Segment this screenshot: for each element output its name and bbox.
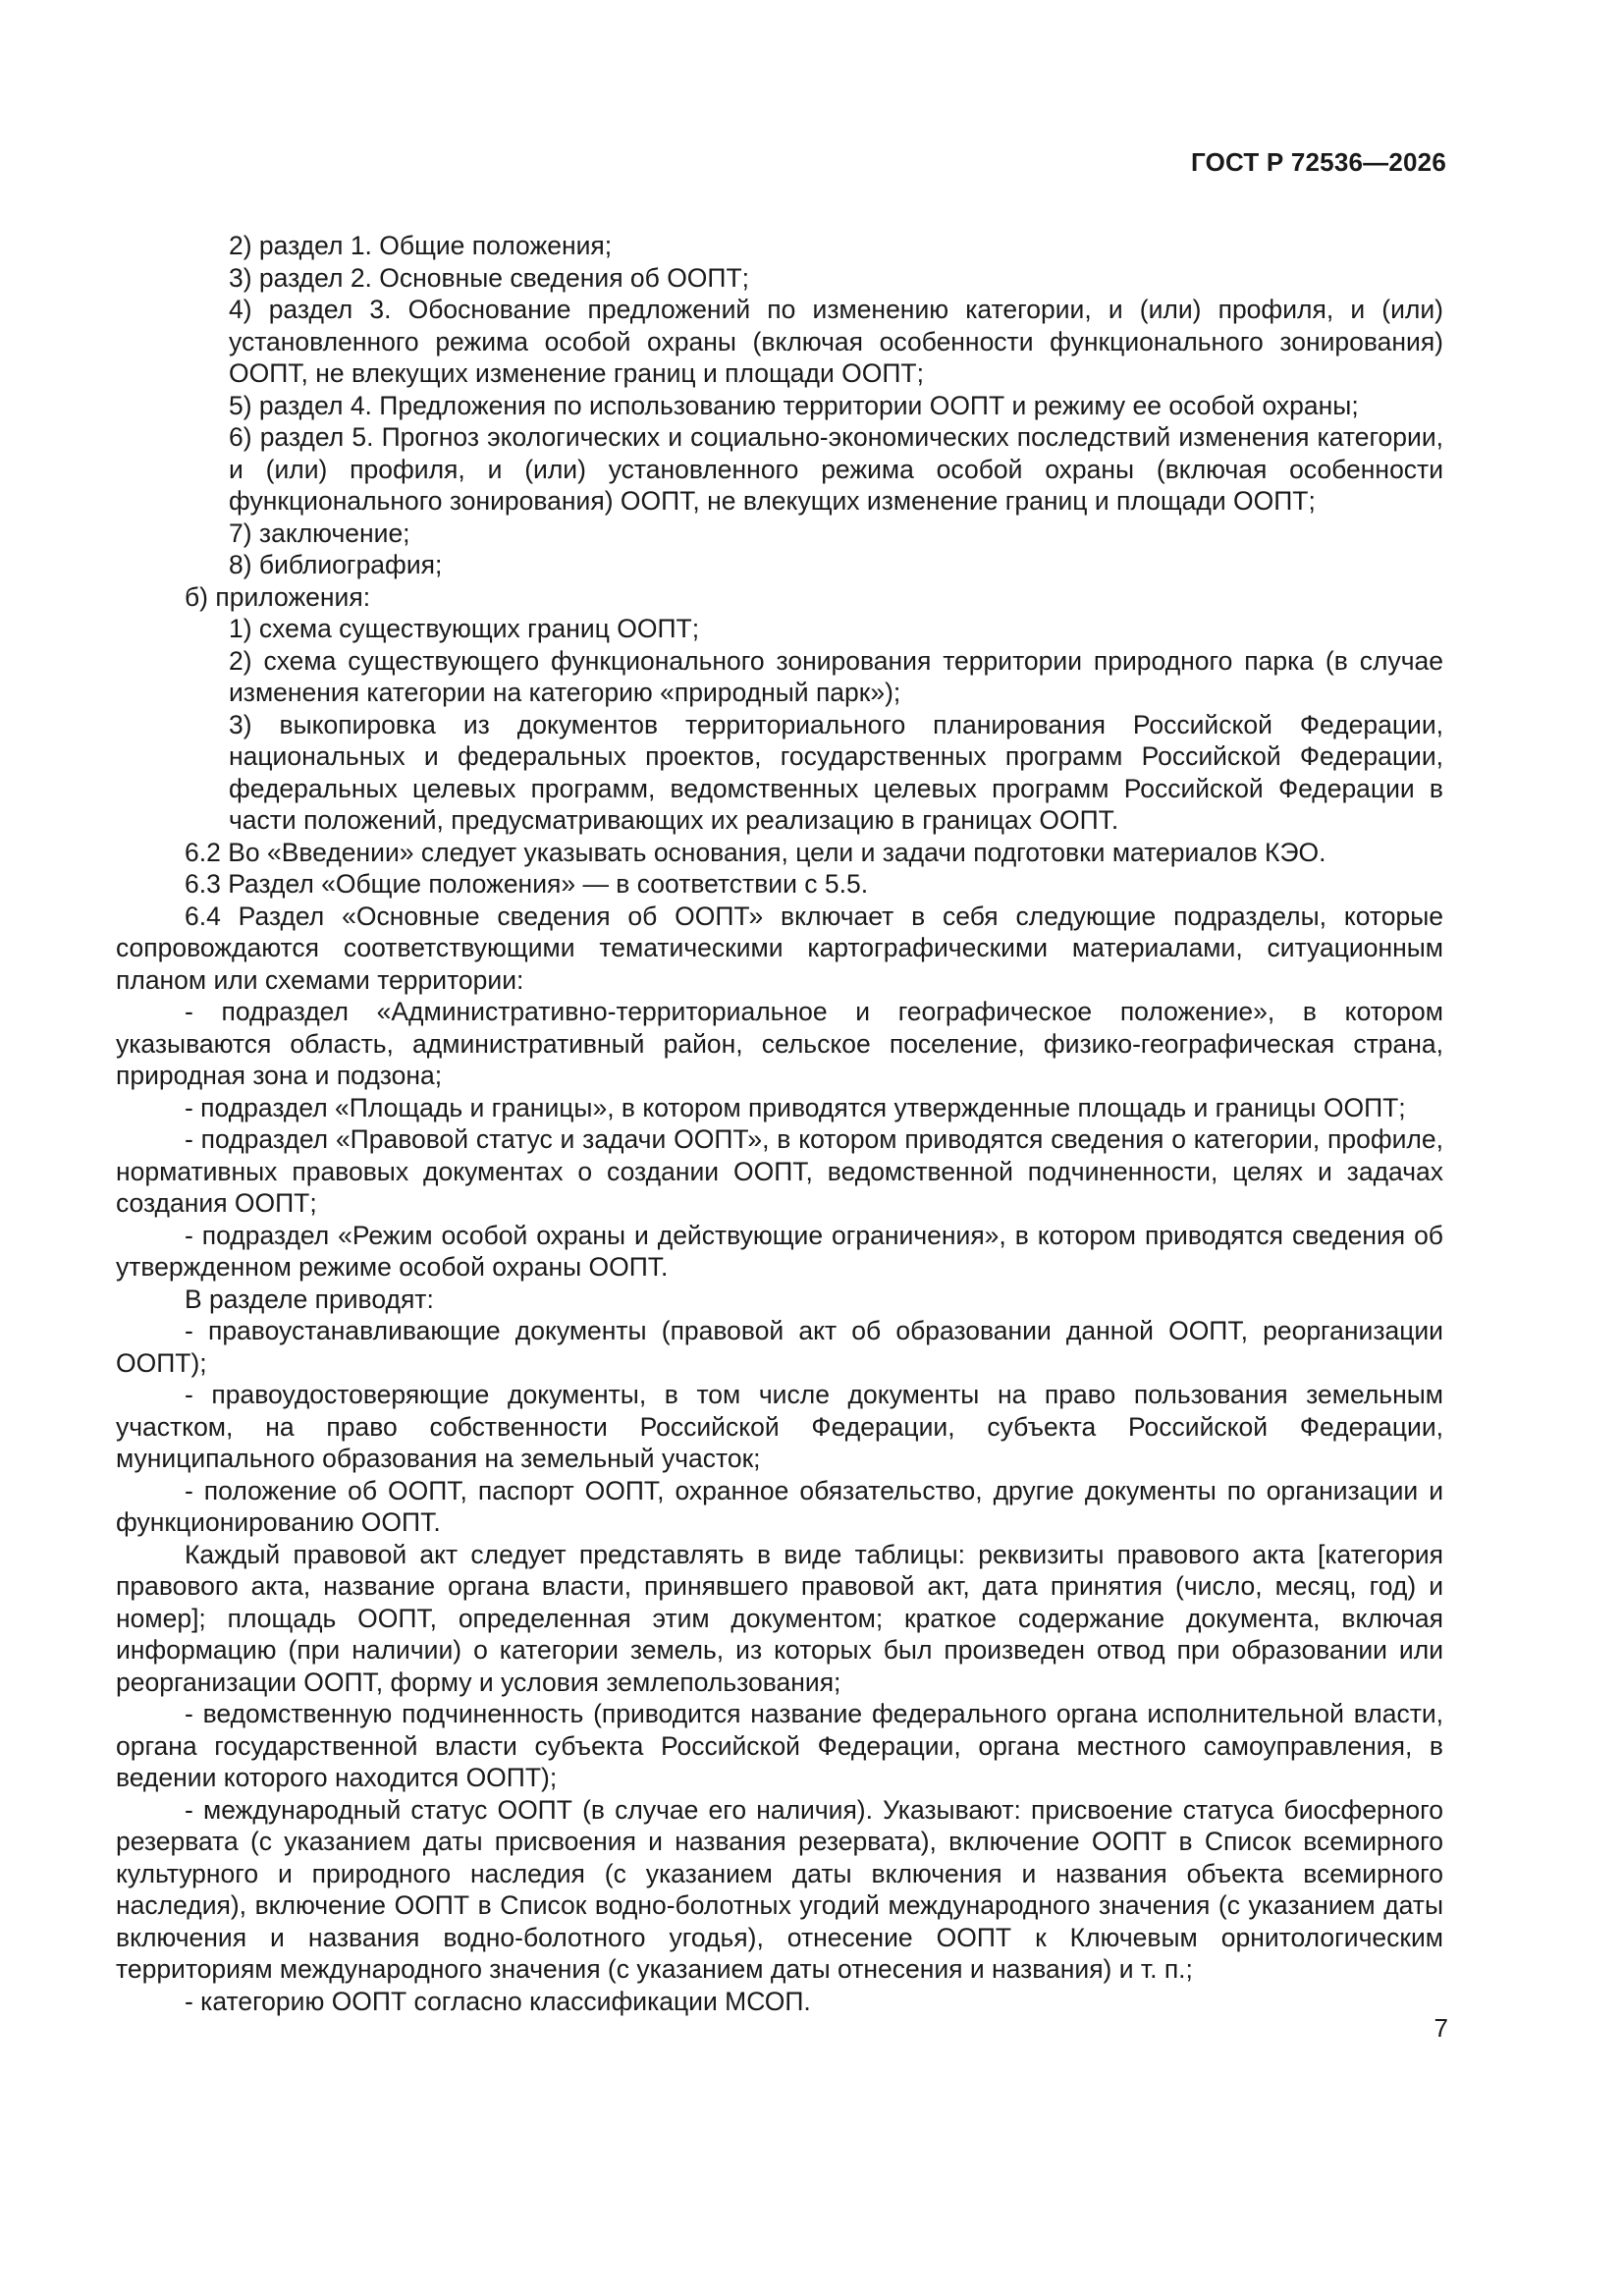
page-number: 7 bbox=[1434, 2013, 1448, 2043]
paragraph: 6.4 Раздел «Основные сведения об ООПТ» включает в себя следующие подразделы, которые сопровождаются соответствующими тематическими картографическими материалами, ситуационным планом или схемами территории: bbox=[116, 901, 1443, 995]
paragraph: - подраздел «Административно-территориальное и географическое положение», в котором указываются область, административный район, сельское поселение, физико-географическая страна, природная зона и подзона; bbox=[116, 997, 1443, 1090]
paragraph: - подраздел «Режим особой охраны и действующие ограничения», в котором приводятся сведения об утвержденном режиме особой охраны ООПТ. bbox=[116, 1220, 1443, 1282]
paragraph: - международный статус ООПТ (в случае его наличия). Указывают: присвоение статуса биосферного резервата (с указанием даты присвоения и названия резервата), включение ООПТ в Список всемирного культурного и природного наследия (с указанием даты включения и названия объекта всемирного наследия), включение ООПТ в Список водно-болотных угодий международного значения (с указанием даты включения и названия водно-болотного угодья), отнесение ООПТ к Ключевым орнитологическим территориям международного значения (с указанием даты отнесения и названия) и т. п.; bbox=[116, 1794, 1443, 1984]
paragraph: - категорию ООПТ согласно классификации МСОП. bbox=[185, 1986, 811, 2016]
paragraph: - подраздел «Правовой статус и задачи ООПТ», в котором приводятся сведения о категории, профиле, нормативных правовых документах о создании ООПТ, ведомственной подчиненности, целях и задачах создания ООПТ; bbox=[116, 1124, 1443, 1218]
paragraph: 6.3 Раздел «Общие положения» — в соответствии с 5.5. bbox=[185, 869, 869, 899]
paragraph: 6) раздел 5. Прогноз экологических и социально-экономических последствий изменения категории, и (или) профиля, и (или) установленного режима особой охраны (включая особенности функционального зонирования) ООПТ, не влекущих изменение границ и площади ООПТ; bbox=[229, 422, 1443, 516]
paragraph: - правоудостоверяющие документы, в том числе документы на право пользования земельным участком, на право собственности Российской Федерации, субъекта Российской Федерации, муниципального образования на земельный участок; bbox=[116, 1380, 1443, 1473]
paragraph: 4) раздел 3. Обоснование предложений по изменению категории, и (или) профиля, и (или) установленного режима особой охраны (включая особенности функционального зонирования) ООПТ, не влекущих изменение границ и площади ООПТ; bbox=[229, 295, 1443, 388]
paragraph: б) приложения: bbox=[185, 581, 371, 612]
paragraph: 2) раздел 1. Общие положения; bbox=[229, 231, 613, 260]
paragraph: 6.2 Во «Введении» следует указывать основания, цели и задачи подготовки материалов КЭО. bbox=[185, 837, 1326, 867]
paragraph: В разделе приводят: bbox=[185, 1284, 434, 1314]
paragraph: - подраздел «Площадь и границы», в котором приводятся утвержденные площадь и границы ООПТ; bbox=[185, 1092, 1406, 1122]
paragraph: Каждый правовой акт следует представлять в виде таблицы: реквизиты правового акта [категория правового акта, название органа власти, принявшего правовой акт, дата принятия (число, месяц, год) и номер]; площадь ООПТ, определенная этим документом; краткое содержание документа, включая информацию (при наличии) о категории земель, из которых был произведен отвод при образовании или реорганизации ООПТ, форму и условия землепользования; bbox=[116, 1539, 1443, 1697]
paragraph: - правоустанавливающие документы (правовой акт об образовании данной ООПТ, реорганизации ООПТ); bbox=[116, 1316, 1443, 1378]
paragraph: 3) выкопировка из документов территориального планирования Российской Федерации, национальных и федеральных проектов, государственных программ Российской Федерации, федеральных целевых программ, ведомственных целевых программ Российской Федерации в части положений, предусматривающих их реализацию в границах ООПТ. bbox=[229, 709, 1443, 835]
paragraph: - положение об ООПТ, паспорт ООПТ, охранное обязательство, другие документы по организации и функционированию ООПТ. bbox=[116, 1475, 1443, 1537]
document-body bbox=[116, 230, 1443, 2017]
paragraph: 7) заключение; bbox=[229, 518, 410, 548]
paragraph: 5) раздел 4. Предложения по использованию территории ООПТ и режиму ее особой охраны; bbox=[229, 390, 1359, 420]
paragraph: 3) раздел 2. Основные сведения об ООПТ; bbox=[229, 262, 750, 293]
paragraph: 2) схема существующего функционального зонирования территории природного парка (в случае изменения категории на категорию «природный парк»); bbox=[229, 645, 1443, 707]
document-code-header: ГОСТ Р 72536—2026 bbox=[1191, 147, 1446, 177]
paragraph: 8) библиография; bbox=[229, 550, 443, 579]
paragraph: 1) схема существующих границ ООПТ; bbox=[229, 614, 700, 643]
paragraph: - ведомственную подчиненность (приводится название федерального органа исполнительной власти, органа государственной власти субъекта Российской Федерации, органа местного самоуправления, в ведении которого находится ООПТ); bbox=[116, 1699, 1443, 1792]
